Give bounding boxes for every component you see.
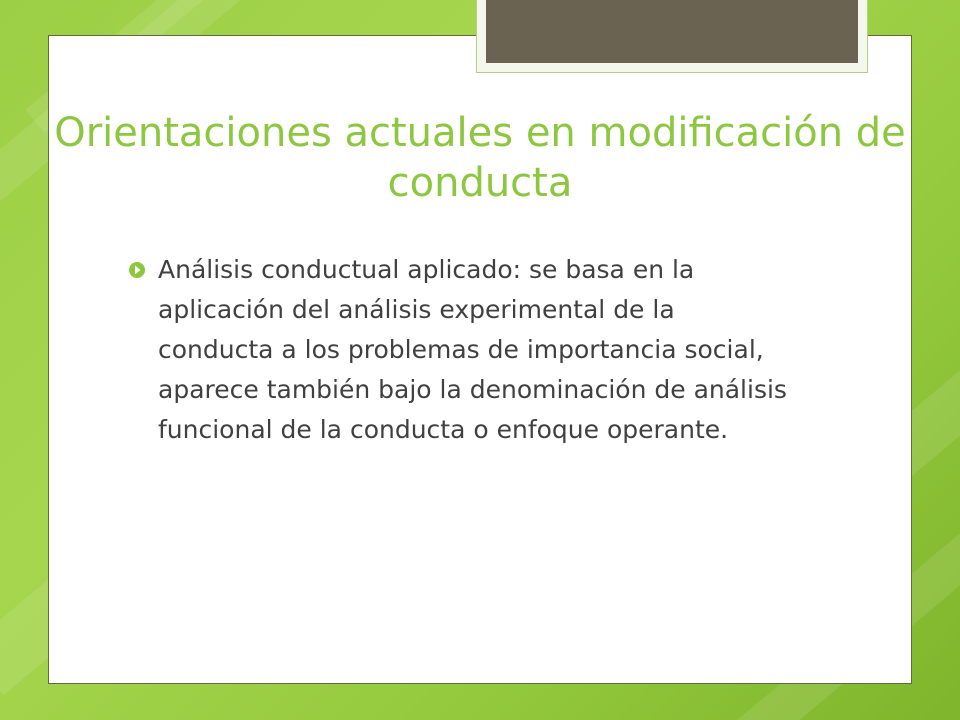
bullet-arrow-icon (128, 261, 146, 279)
decorative-tab (486, 0, 858, 63)
slide-title: Orientaciones actuales en modificación de conducta (54, 110, 906, 206)
bullet-list (128, 250, 788, 450)
bullet-item (128, 250, 788, 450)
bullet-text: Análisis conductual aplicado: se basa en la aplicación del análisis experimental de la conducta a los problemas de importancia social, aparece también bajo la denominación de análisis funcional de la conducta o enfoque operante. (158, 255, 787, 444)
